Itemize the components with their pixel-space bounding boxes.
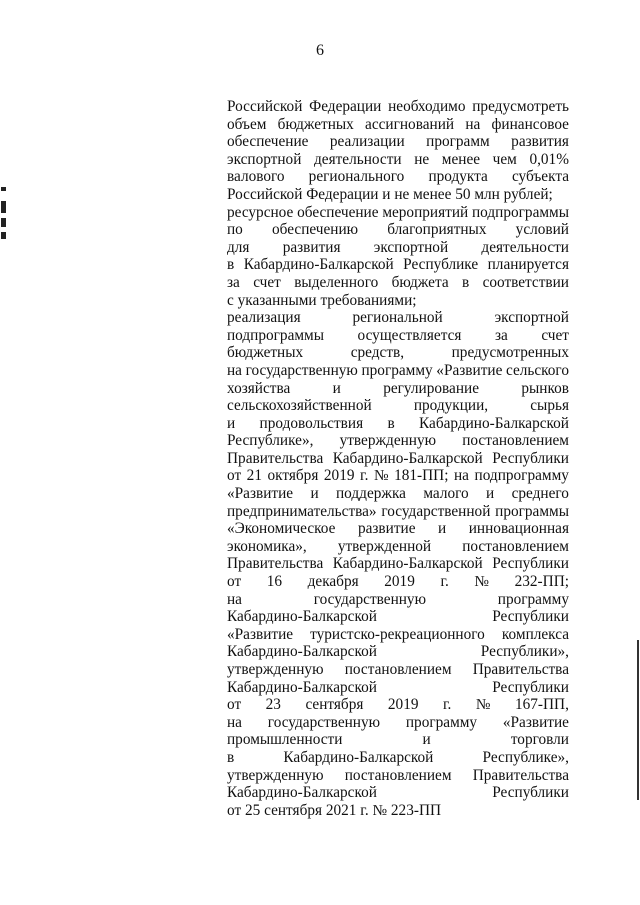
word: обеспечению [272,221,359,239]
word: регулирование [383,379,479,397]
word: декабря [307,573,359,591]
word: на [454,467,469,485]
text-line [227,397,569,415]
word: Республики [492,608,569,626]
text-line [227,168,569,186]
word: от [227,696,242,714]
word: Правительства [472,661,569,678]
word: планируется [487,256,569,274]
text-line [227,344,569,362]
word: ресурсное [227,203,294,221]
word: Республике», [482,748,569,766]
word: инновационная [468,520,569,538]
word: финансовое [491,115,569,133]
word: бюджета [391,273,449,291]
word: туристско-рекреационного [310,625,485,643]
word: Правительства [227,555,324,573]
word: за [227,273,240,291]
text-line [227,133,569,151]
word: региональной [352,309,443,327]
word: подпрограммы [227,326,325,344]
word: 0,01% [529,150,569,168]
word: развитие [357,520,416,538]
word: деятельности [481,238,569,256]
word: на [227,590,242,608]
word: деятельности [314,150,402,168]
text-line [227,555,569,573]
word: Кабардино-Балкарской [283,748,434,766]
text-line [227,731,569,749]
word: поддержка [336,485,406,503]
word: программ [426,133,490,151]
word: Правительства [227,449,324,467]
scan-mark [1,187,6,191]
word: Республике [403,256,479,274]
word: экспортной [227,150,302,168]
word: реализации [329,133,405,151]
page-number: 6 [316,42,324,59]
word: «Экономическое [227,520,336,538]
word: и [227,414,236,432]
word: Республики [492,678,569,696]
word: Республики [492,449,569,467]
word: предусмотреть [472,98,569,115]
word: Кабардино-Балкарской [243,256,394,274]
word: в [461,273,470,291]
word: 50 [455,185,475,203]
word: 223-ПП [390,801,442,819]
word: торговли [510,731,569,749]
word: сельскохозяйственной [227,397,372,415]
word: № [373,467,389,485]
text-line [227,767,569,785]
word: в [227,748,235,766]
word: Кабардино-Балкарской [419,414,569,432]
word: валового [227,168,285,186]
word: Республики [492,555,569,573]
word: 21 [246,467,262,485]
text-line [227,204,569,222]
word: утвержденной [337,537,432,555]
word: экспортной [494,309,569,327]
word: «Развитие [436,361,503,379]
text-line [227,309,569,327]
word: 23 [265,696,281,714]
word: на [227,713,242,731]
text-line [227,538,569,556]
word: условий [515,221,569,239]
word: постановлением [462,432,569,450]
text-line [227,643,569,661]
word: программу [361,361,433,379]
word: ассигнований [365,115,455,133]
word: благоприятных [387,221,487,239]
text-line [227,256,569,274]
text-line [227,784,569,802]
text-line [227,573,569,591]
word: Федерации [309,98,382,115]
word: программы [495,502,569,520]
word: хозяйства [227,379,291,397]
word: Республики [492,784,569,802]
word: малого [423,485,469,503]
word: утвержденную [227,661,324,678]
text-line [227,327,569,345]
body-text [227,98,569,819]
word: от [227,467,242,485]
word: и [422,731,431,749]
word: г. [360,801,373,819]
word: подпрограмму [474,467,569,485]
word: «Развитие [502,713,569,731]
word: рынков [521,379,569,397]
word: развития [282,238,341,256]
text-line [227,661,569,679]
word: требованиями; [320,291,417,309]
word: менее [441,150,481,168]
word: Кабардино-Балкарской [227,678,377,696]
word: мероприятий [382,203,469,221]
text-line [227,274,569,292]
word: постановлением [344,766,452,784]
word: субъекта [511,168,569,186]
word: программу [497,590,569,608]
word: по [227,221,243,239]
word: Кабардино-Балкарской [227,643,377,661]
word: утвержденную [227,766,324,784]
word: комплекса [501,625,569,643]
word: и [382,185,395,203]
word: «Развитие [227,625,294,643]
word: продукта [428,168,488,186]
word: за [494,326,508,344]
word: предпринимательства» [227,502,377,520]
word: развития [511,133,569,151]
word: Кабардино-Балкарской [227,784,377,802]
text-line [227,802,569,820]
word: реализация [227,309,301,327]
word: государственную [267,713,381,731]
word: промышленности [227,731,343,749]
text-line [227,520,569,538]
word: бюджетных [277,115,354,133]
text-line [227,151,569,169]
text-line [227,749,569,767]
text-line [227,116,569,134]
word: средств, [350,344,405,362]
word: сырья [530,397,569,415]
text-line [227,98,569,116]
word: объем [227,115,267,133]
text-line [227,608,569,626]
word: 2019 [384,573,415,591]
word: бюджетных [227,344,304,362]
word: сельского [505,361,569,379]
word: № [474,573,490,591]
word: осуществляется [357,326,462,344]
word: обеспечение [297,203,379,221]
word: Кабардино-Балкарской [332,449,483,467]
text-line [227,626,569,644]
word: от [227,573,242,591]
word: постановлением [462,537,569,555]
word: государственную [245,361,358,379]
scan-mark [1,232,6,239]
text-line [227,380,569,398]
word: сентября [264,801,326,819]
word: г. [440,573,449,591]
word: г. [360,467,369,485]
word: Федерации [306,185,383,203]
word: в [227,256,235,274]
word: указанными [237,291,321,309]
word: экспортной [373,238,449,256]
text-line [227,450,569,468]
word: в [387,414,395,432]
text-line [227,467,569,485]
word: и [486,485,495,503]
scan-mark [1,201,6,213]
word: чем [492,150,517,168]
text-line [227,485,569,503]
word: счет [253,273,281,291]
word: Кабардино-Балкарской [227,608,377,626]
word: и [310,485,319,503]
word: № [475,696,491,714]
text-line [227,239,569,257]
word: Правительства [472,766,569,784]
text-line [227,221,569,239]
word: Российской [227,185,307,203]
word: 232-ПП; [514,573,569,591]
word: от [227,801,245,819]
word: подпрограммы [471,203,569,221]
word: и [332,379,341,397]
text-line [227,714,569,732]
word: регионального [308,168,405,186]
word: продукции, [413,397,489,415]
word: № [372,801,391,819]
word: Республики», [480,643,569,661]
word: Кабардино-Балкарской [332,555,483,573]
word: государственную [313,590,427,608]
text-line [227,362,569,380]
word: и [438,520,447,538]
text-line [227,503,569,521]
word: для [227,238,250,256]
word: на [465,115,481,133]
word: 25 [244,801,265,819]
scan-edge-line [637,640,639,800]
word: постановлением [344,661,452,678]
word: 2021 [325,801,361,819]
scan-mark [1,218,6,227]
word: счет [541,326,569,344]
word: государственной [381,502,491,520]
word: 167-ПП, [514,696,569,714]
word: сентября [305,696,364,714]
word: предусмотренных [451,344,569,362]
word: рублей; [503,185,553,203]
text-line [227,292,569,310]
word: продовольствия [259,414,364,432]
word: «Развитие [227,485,294,503]
text-line [227,186,569,204]
text-line [227,591,569,609]
text-line [227,415,569,433]
word: с [227,291,238,309]
word: 181-ПП; [394,467,449,485]
word: не [394,185,414,203]
word: экономика», [227,537,307,555]
word: Российской [227,98,303,115]
word: среднего [511,485,569,503]
word: обеспечение [227,133,309,151]
word: на [227,361,242,379]
word: выделенного [294,273,379,291]
word: необходимо [388,98,466,115]
word: соответствии [482,273,569,291]
word: г. [442,696,452,714]
text-line [227,432,569,450]
word: программу [405,713,478,731]
word: менее [413,185,456,203]
word: не [414,150,430,168]
word: 2019 [387,696,419,714]
word: Республике», [227,432,314,450]
word: млн [474,185,504,203]
word: 16 [266,573,283,591]
word: октября [267,467,319,485]
word: утвержденную [339,432,437,450]
text-line [227,679,569,697]
word: 2019 [323,467,355,485]
text-line [227,696,569,714]
